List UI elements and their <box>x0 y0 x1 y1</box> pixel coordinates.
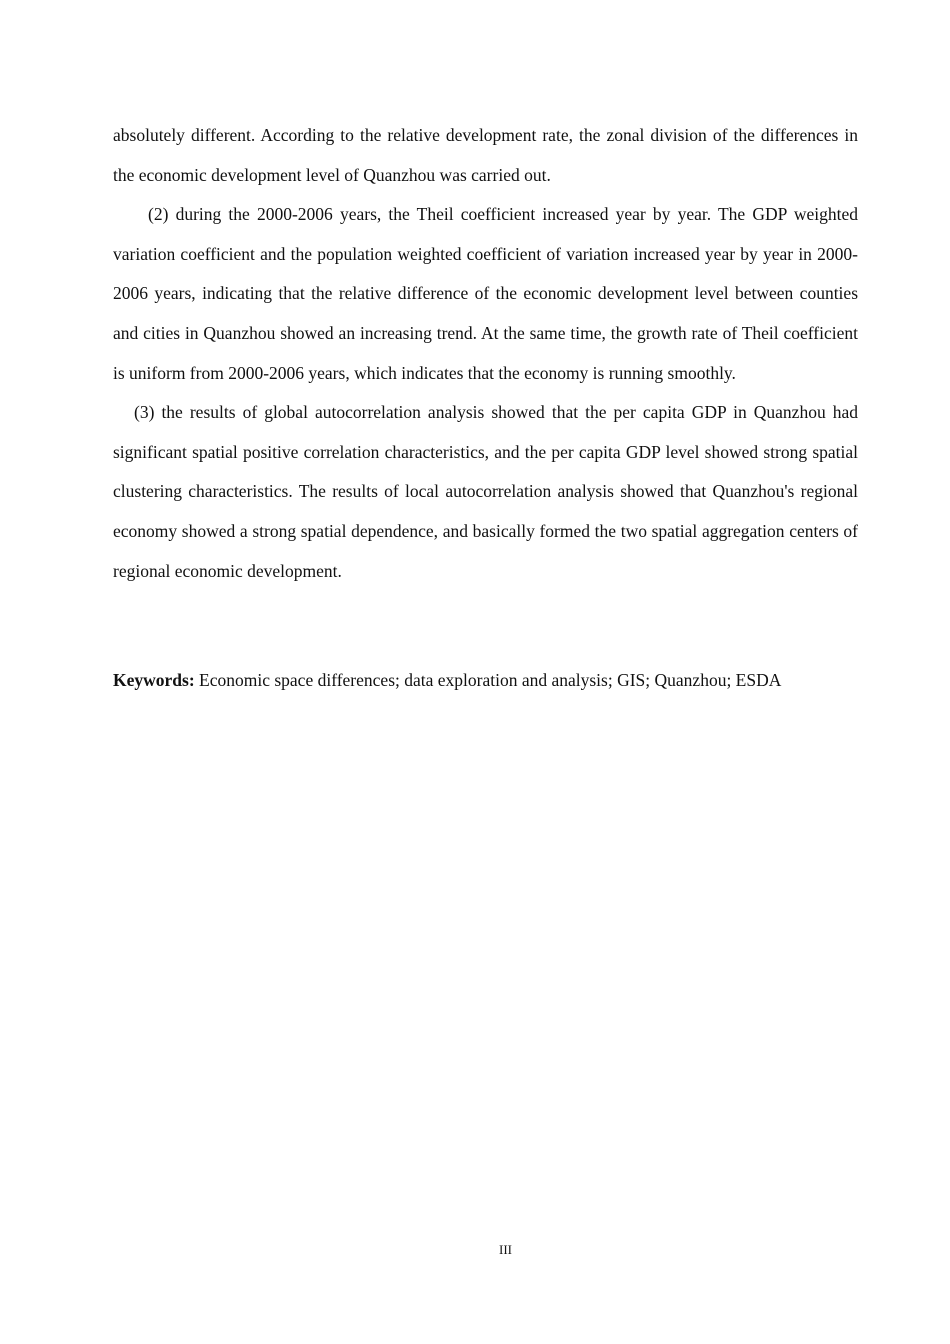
keywords-line <box>113 661 858 701</box>
keywords-label: Keywords: <box>113 670 195 690</box>
keywords-text: Economic space differences; data exploration and analysis; GIS; Quanzhou; ESDA <box>194 670 782 690</box>
page-number: III <box>499 1242 512 1257</box>
paragraph-continuation: absolutely different. According to the relative development rate, the zonal division of the differences in the economic development level of Quanzhou was carried out. <box>113 125 858 185</box>
abstract-body <box>113 116 858 591</box>
paragraph-point-2: (2) during the 2000-2006 years, the Theil coefficient increased year by year. The GDP weighted variation coefficient and the population weighted coefficient of variation increased year by year in 2000-2006 years, indicating that the relative difference of the economic development level between counties and cities in Quanzhou showed an increasing trend. At the same time, the growth rate of Theil coefficient is uniform from 2000-2006 years, which indicates that the economy is running smoothly. <box>113 204 858 383</box>
paragraph-point-3: (3) the results of global autocorrelation analysis showed that the per capita GDP in Quanzhou had significant spatial positive correlation characteristics, and the per capita GDP level showed strong spatial clustering characteristics. The results of local autocorrelation analysis showed that Quanzhou's regional economy showed a strong spatial dependence, and basically formed the two spatial aggregation centers of regional economic development. <box>113 402 858 581</box>
